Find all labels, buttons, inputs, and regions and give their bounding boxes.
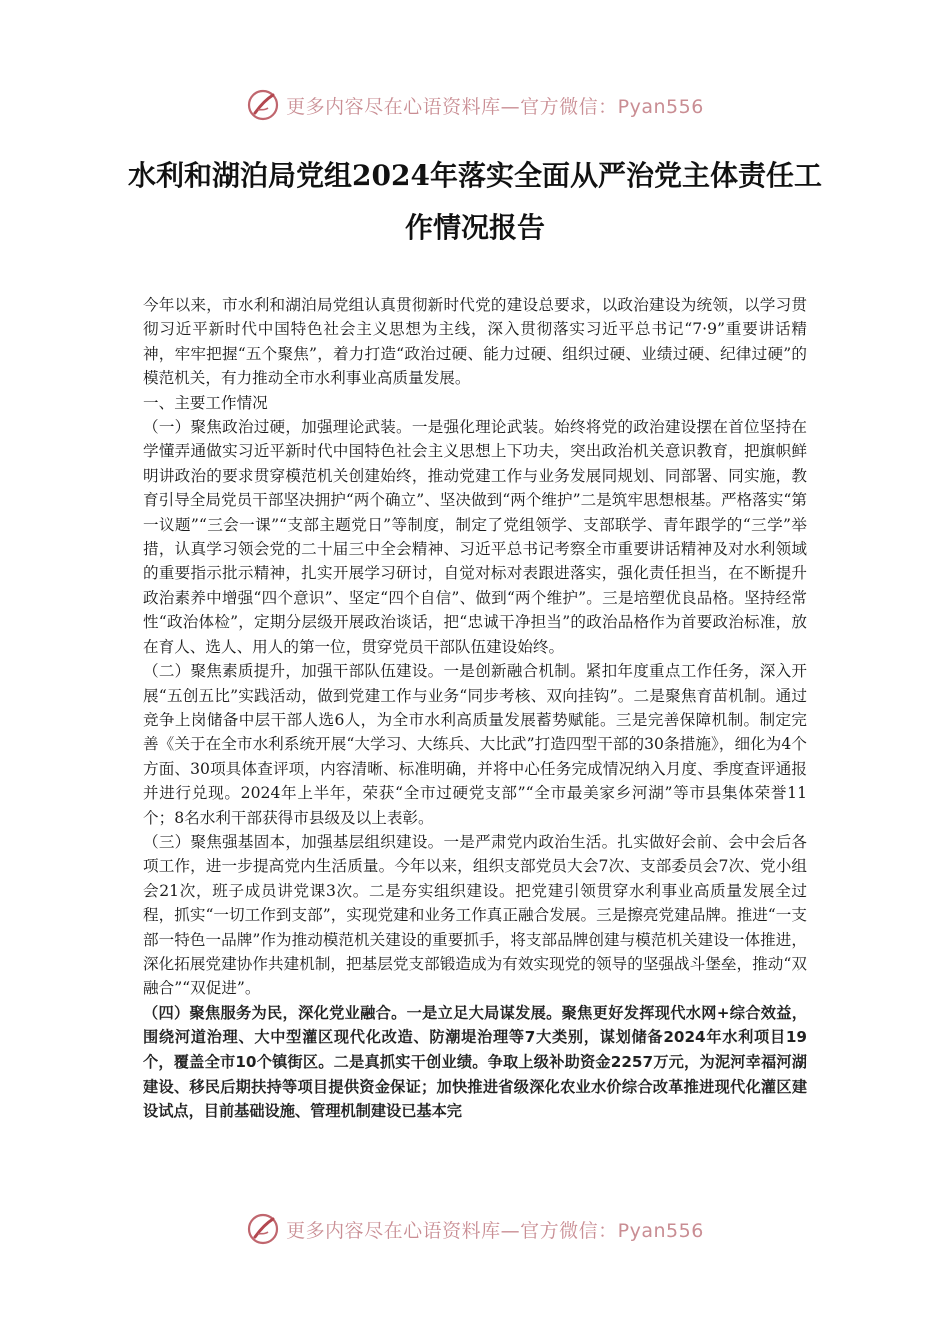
paragraph-1: （一）聚焦政治过硬，加强理论武装。一是强化理论武装。始终将党的政治建设摆在首位坚持在学懂弄通做实习近平新时代中国特色社会主义思想上下功夫，突出政治机关意识教育，把旗帜鲜明讲政治的要求贯穿模范机关创建始终，推动党建工作与业务发展同规划、同部署、同实施，教育引导全局党员干部坚决拥护“两个确立”、坚决做到“两个维护”二是筑牢思想根基。严格落实“第一议题”“三会一课”“支部主题党日”等制度，制定了党组领学、支部联学、青年跟学的“三学”举措，认真学习领会党的二十届三中全会精神、习近平总书记考察全市重要讲话精神及对水利领域的重要指示批示精神，扎实开展学习研讨，自觉对标对表跟进落实，强化责任担当，在不断提升政治素养中增强“四个意识”、坚定“四个自信”、做到“两个维护”。三是培塑优良品格。坚持经常性“政治体检”，定期分层级开展政治谈话，把“忠诚干净担当”的政治品格作为首要政治标准，放在育人、选人、用人的第一位，贯穿党员干部队伍建设始终。 — [143, 418, 807, 656]
paragraph-4: （四）聚焦服务为民，深化党业融合。一是立足大局谋发展。聚焦更好发挥现代水网+综合效益，围绕河道治理、大中型灌区现代化改造、防潮堤治理等7大类别，谋划储备2024年水利项目19个，覆盖全市10个镇街区。二是真抓实干创业绩。争取上级补助资金2257万元，为泥河幸福河湖建设、移民后期扶持等项目提供资金保证；加快推进省级深化农业水价综合改革推进现代化灌区建设试点，目前基础设施、管理机制建设已基本完 — [143, 1003, 807, 1121]
watermark-text: 更多内容尽在心语资料库—官方微信：Pyan556 — [286, 1219, 704, 1242]
brush-logo-icon — [246, 88, 280, 122]
paragraph-2: （二）聚焦素质提升，加强干部队伍建设。一是创新融合机制。紧扣年度重点工作任务，深入开展“五创五比”实践活动，做到党建工作与业务“同步考核、双向挂钩”。二是聚焦育苗机制。通过竞争上岗储备中层干部人选6人，为全市水利高质量发展蓄势赋能。三是完善保障机制。制定完善《关于在全市水利系统开展“大学习、大练兵、大比武”打造四型干部的30条措施》，细化为4个方面、30项具体查评项，内容清晰、标准明确，并将中心任务完成情况纳入月度、季度查评通报并进行兑现。2024年上半年，荣获“全市过硬党支部”“全市最美家乡河湖”等市县集体荣誉11个；8名水利干部获得市县级及以上表彰。 — [143, 662, 807, 827]
watermark-text: 更多内容尽在心语资料库—官方微信：Pyan556 — [286, 95, 704, 118]
paragraph-3: （三）聚焦强基固本，加强基层组织建设。一是严肃党内政治生活。扎实做好会前、会中会后各项工作，进一步提高党内生活质量。今年以来，组织支部党员大会7次、支部委员会7次、党小组会21次，班子成员讲党课3次。二是夯实组织建设。把党建引领贯穿水利事业高质量发展全过程，抓实“一切工作到支部”，实现党建和业务工作真正融合发展。三是擦亮党建品牌。推进“一支部一特色一品牌”作为推动模范机关建设的重要抓手，将支部品牌创建与模范机关建设一体推进，深化拓展党建协作共建机制，把基层党支部锻造成为有效实现党的领导的坚强战斗堡垒，推动“双融合”“双促进”。 — [143, 832, 807, 998]
watermark-footer — [0, 1212, 950, 1246]
section-heading: 一、主要工作情况 — [143, 393, 268, 412]
document-title: 水利和湖泊局党组2024年落实全面从严治党主体责任工作情况报告 — [128, 159, 822, 244]
brush-logo-icon — [246, 1212, 280, 1246]
watermark-header — [0, 88, 950, 122]
intro-paragraph: 今年以来，市水利和湖泊局党组认真贯彻新时代党的建设总要求，以政治建设为统领，以学习贯彻习近平新时代中国特色社会主义思想为主线，深入贯彻落实习近平总书记“7·9”重要讲话精神，牢牢把握“五个聚焦”，着力打造“政治过硬、能力过硬、组织过硬、业绩过硬、纪律过硬”的模范机关，有力推动全市水利事业高质量发展。 — [143, 296, 807, 388]
document-body — [143, 293, 807, 1124]
